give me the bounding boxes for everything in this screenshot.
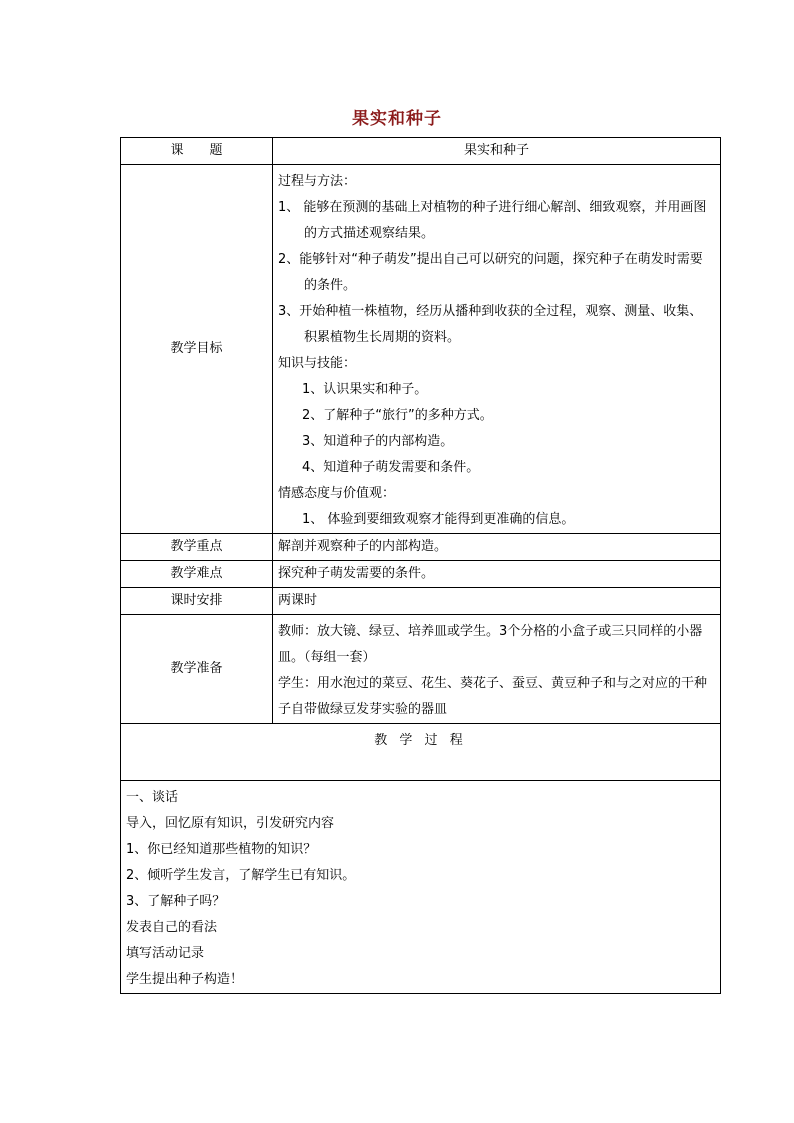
objectives-label: 教学目标	[121, 165, 273, 534]
row-topic	[121, 138, 721, 165]
row-process-body	[121, 781, 721, 994]
row-key-points	[121, 534, 721, 561]
emotion-item: 1、 体验到要细致观察才能得到更准确的信息。	[302, 512, 575, 527]
process-line: 发表自己的看法	[126, 920, 218, 935]
process-line: 一、谈话	[126, 790, 179, 805]
topic-label: 课 题	[121, 138, 273, 165]
process-header: 教 学 过 程	[121, 724, 721, 781]
lesson-plan-table	[120, 137, 721, 994]
row-preparation	[121, 615, 721, 724]
topic-value: 果实和种子	[273, 138, 721, 165]
row-process-header	[121, 724, 721, 781]
key-points-label: 教学重点	[121, 534, 273, 561]
knowledge-item: 3、知道种子的内部构造。	[302, 434, 454, 449]
preparation-teacher: 教师：放大镜、绿豆、培养皿或学生。3个分格的小盒子或三只同样的小器皿。（每组一套）	[278, 624, 703, 665]
process-line: 导入，回忆原有知识，引发研究内容	[126, 816, 335, 831]
document-title: 果实和种子	[352, 109, 442, 129]
process-item: 1、 能够在预测的基础上对植物的种子进行细心解剖、细致观察，并用画图的方式描述观察结果。	[278, 200, 707, 241]
emotion-heading: 情感态度与价值观：	[278, 486, 396, 501]
preparation-label: 教学准备	[121, 615, 273, 724]
process-line: 2、倾听学生发言，了解学生已有知识。	[126, 868, 356, 883]
process-line: 学生提出种子构造！	[126, 972, 244, 987]
difficulties-value: 探究种子萌发需要的条件。	[273, 561, 721, 588]
process-line: 填写活动记录	[126, 946, 205, 961]
knowledge-item: 2、了解种子“旅行”的多种方式。	[302, 408, 493, 423]
process-item: 3、开始种植一株植物，经历从播种到收获的全过程，观察、测量、收集、积累植物生长周期的资料。	[278, 304, 703, 345]
preparation-content	[273, 615, 721, 724]
knowledge-heading: 知识与技能：	[278, 356, 357, 371]
row-difficulties	[121, 561, 721, 588]
process-line: 3、了解种子吗？	[126, 894, 226, 909]
knowledge-item: 1、认识果实和种子。	[302, 382, 428, 397]
objectives-content	[273, 165, 721, 534]
schedule-label: 课时安排	[121, 588, 273, 615]
key-points-value: 解剖并观察种子的内部构造。	[273, 534, 721, 561]
process-body	[121, 781, 721, 994]
knowledge-item: 4、知道种子萌发需要和条件。	[302, 460, 480, 475]
preparation-student: 学生：用水泡过的菜豆、花生、葵花子、蚕豆、黄豆种子和与之对应的干种子自带做绿豆发芽实验的器皿	[278, 676, 708, 717]
difficulties-label: 教学难点	[121, 561, 273, 588]
row-objectives	[121, 165, 721, 534]
schedule-value: 两课时	[273, 588, 721, 615]
process-heading: 过程与方法：	[278, 174, 357, 189]
row-schedule	[121, 588, 721, 615]
process-line: 1、你已经知道那些植物的知识？	[126, 842, 317, 857]
process-item: 2、能够针对“种子萌发”提出自己可以研究的问题，探究种子在萌发时需要的条件。	[278, 252, 703, 293]
